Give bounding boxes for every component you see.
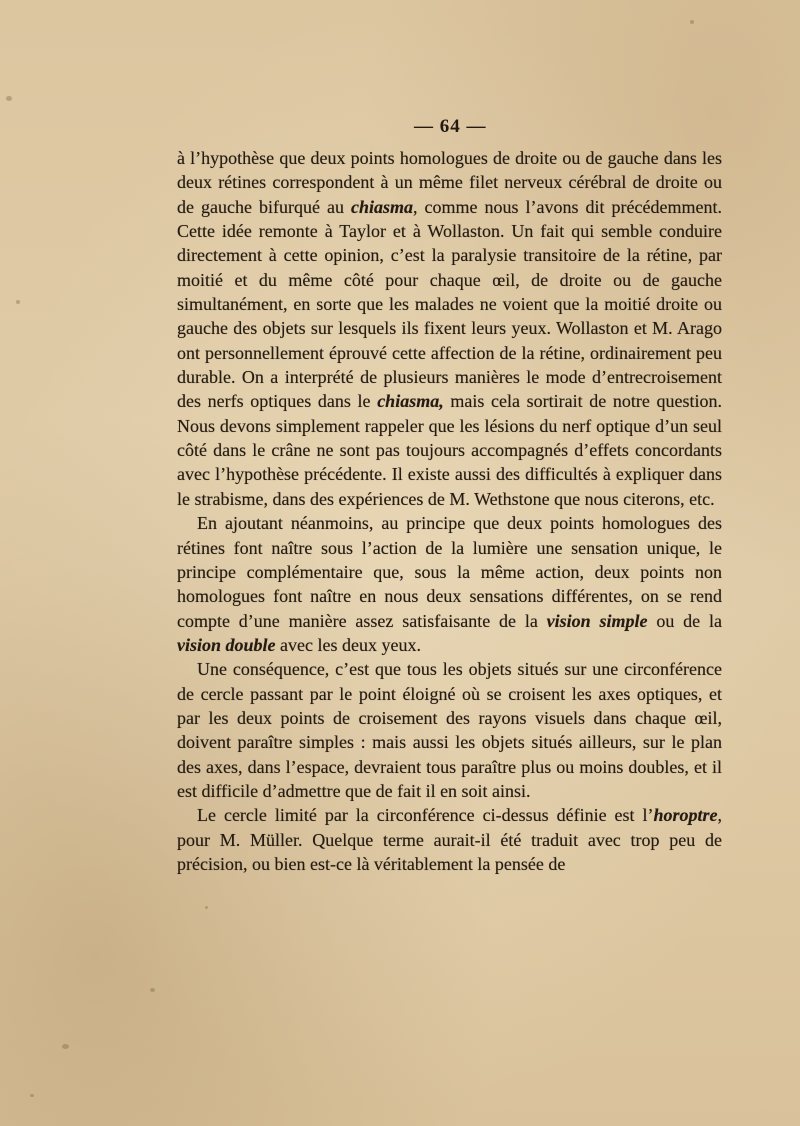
paragraph <box>177 146 722 511</box>
body-text <box>177 146 722 876</box>
paragraph <box>177 511 722 657</box>
text-run: à l’hypothèse que deux points homologues de droite ou de gauche dans les deux rétines correspondent à un même filet nerveux cérébral de droite ou de gauche bifurqué au <box>177 148 722 217</box>
paper-blemish <box>690 20 694 24</box>
paper-blemish <box>30 1094 34 1097</box>
text-run: , comme nous l’avons dit précédemment. Cette idée remonte à Taylor et à Wollaston. Un fait qui semble conduire directement à cette opinion, c’est la paralysie transitoire de la rétine, par moitié et du même côté pour chaque œil, de droite ou de gauche simultanément, en sorte que les malades ne voient que la moitié droite ou gauche des objets sur lesquels ils fixent leurs yeux. Wollaston et M. Arago ont personnellement éprouvé cette affection de la rétine, ordinairement peu durable. On a interprété de plusieurs manières le mode d’entrecroisement des nerfs optiques dans le <box>177 196 722 412</box>
paragraph <box>177 803 722 876</box>
paper-blemish <box>16 300 20 304</box>
italic-term: horoptre <box>653 805 718 826</box>
text-run: avec les deux yeux. <box>275 634 421 655</box>
italic-term: chiasma <box>350 196 413 217</box>
italic-term: vision double <box>177 634 276 655</box>
text-run: mais cela sortirait de notre question. Nous devons simplement rappeler que les lésions du nerf optique d’un seul côté dans le crâne ne sont pas toujours accompagnés d’effets concordants avec l’hypothèse précédente. Il existe aussi des difficultés à expliquer dans le strabisme, dans des expériences de M. Wethstone que nous citerons, etc. <box>177 391 722 509</box>
text-run: ou de la <box>647 610 722 631</box>
italic-term: vision simple <box>546 610 648 631</box>
paper-blemish <box>150 988 155 992</box>
paper-blemish <box>6 96 12 101</box>
italic-term: chiasma, <box>377 391 444 412</box>
text-run: En ajoutant néanmoins, au principe que deux points homologues des rétines font naître sous l’action de la lumière une sensation unique, le principe complémentaire que, sous la même action, deux points non homologues font naître en nous deux sensations différentes, on se rend compte d’une manière assez satisfaisante de la <box>177 513 722 631</box>
page-number: — 64 — <box>414 116 487 137</box>
paragraph <box>177 657 722 803</box>
text-run: Le cercle limité par la circonférence ci-dessus définie est l’ <box>197 805 654 826</box>
text-run: Une conséquence, c’est que tous les objets situés sur une circonférence de cercle passant par le point éloigné où se croisent les axes optiques, et par les deux points de croisement des rayons visuels dans chaque œil, doivent paraître simples : mais aussi les objets situés ailleurs, sur le plan des axes, dans l’espace, devraient tous paraître plus ou moins doubles, et il est difficile d’admettre que de fait il en soit ainsi. <box>177 659 722 801</box>
paper-blemish <box>62 1044 69 1049</box>
text-run: , pour M. Müller. Quelque terme aurait-il été traduit avec trop peu de précision, ou bien est-ce là véritablement la pensée de <box>177 805 722 874</box>
paper-blemish <box>205 906 208 909</box>
